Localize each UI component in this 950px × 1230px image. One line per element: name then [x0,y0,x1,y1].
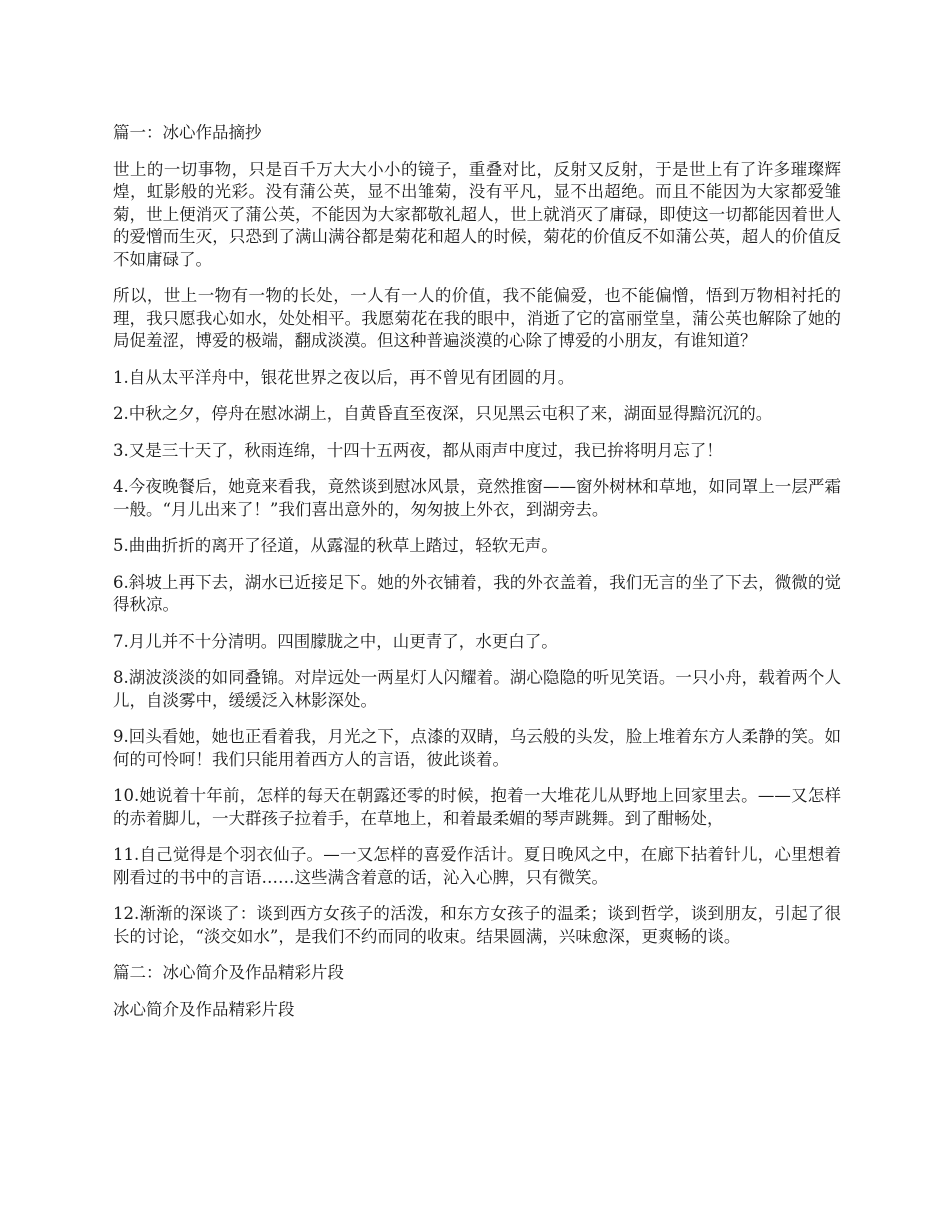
numbered-item-9: 9.回头看她，她也正看着我，月光之下，点漆的双睛，乌云般的头发，脸上堆着东方人柔静的笑。如何的可怜呵！我们只能用着西方人的言语，彼此谈着。 [113,727,841,769]
intro-paragraph-1: 世上的一切事物，只是百千万大大小小的镜子，重叠对比，反射又反射，于是世上有了许多璀璨辉煌，虹影般的光彩。没有蒲公英，显不出雏菊，没有平凡，显不出超绝。而且不能因为大家都爱雏菊，世上便消灭了蒲公英，不能因为大家都敬礼超人，世上就消灭了庸碌，即使这一切都能因着世人的爱憎而生灭，只恐到了满山满谷都是菊花和超人的时候，菊花的价值反不如蒲公英，超人的价值反不如庸碌了。 [113,159,841,269]
numbered-item-11: 11.自己觉得是个羽衣仙子。—一又怎样的喜爱作活计。夏日晚风之中，在廊下拈着针儿，心里想着刚看过的书中的言语……这些满含着意的话，沁入心脾，只有微笑。 [113,845,841,887]
numbered-item-4: 4.今夜晚餐后，她竟来看我，竟然谈到慰冰风景，竟然推窗——窗外树林和草地，如同罩上一层严霜一般。“月儿出来了！”我们喜出意外的，匆匆披上外衣，到湖旁去。 [113,477,841,519]
intro-paragraph-2: 所以，世上一物有一物的长处，一人有一人的价值，我不能偏爱，也不能偏憎，悟到万物相衬托的理，我只愿我心如水，处处相平。我愿菊花在我的眼中，消逝了它的富丽堂皇，蒲公英也解除了她的局促羞涩，博爱的极端，翻成淡漠。但这种普遍淡漠的心除了博爱的小朋友，有谁知道？ [113,286,841,350]
section-1-title: 篇一：冰心作品摘抄 [113,123,262,142]
numbered-item-10: 10.她说着十年前，怎样的每天在朝露还零的时候，抱着一大堆花儿从野地上回家里去。——又怎样的赤着脚儿，一大群孩子拉着手，在草地上，和着最柔媚的琴声跳舞。到了酣畅处， [113,786,841,828]
numbered-item-12: 12.渐渐的深谈了：谈到西方女孩子的活泼，和东方女孩子的温柔；谈到哲学，谈到朋友，引起了很长的讨论，“淡交如水”，是我们不约而同的收束。结果圆满，兴味愈深，更爽畅的谈。 [113,904,841,946]
document-page [113,122,841,1035]
numbered-item-1: 1.自从太平洋舟中，银花世界之夜以后，再不曾见有团圆的月。 [113,367,575,387]
numbered-item-8: 8.湖波淡淡的如同叠锦。对岸远处一两星灯人闪耀着。湖心隐隐的听见笑语。一只小舟，载着两个人儿，自淡雾中，缓缓泛入林影深处。 [113,668,841,710]
section-2-title: 篇二：冰心简介及作品精彩片段 [113,963,344,982]
numbered-item-5: 5.曲曲折折的离开了径道，从露湿的秋草上踏过，轻软无声。 [113,536,558,555]
numbered-item-3: 3.又是三十天了，秋雨连绵，十四十五两夜，都从雨声中度过，我已拚将明月忘了！ [113,440,723,460]
numbered-item-2: 2.中秋之夕，停舟在慰冰湖上，自黄昏直至夜深，只见黑云屯积了来，湖面显得黯沉沉的。 [113,404,773,423]
section-2-subtitle: 冰心简介及作品精彩片段 [113,999,295,1019]
numbered-item-7: 7.月儿并不十分清明。四围朦胧之中，山更青了，水更白了。 [113,631,558,651]
numbered-item-6: 6.斜坡上再下去，湖水已近接足下。她的外衣铺着，我的外衣盖着，我们无言的坐了下去，微微的觉得秋凉。 [113,572,841,614]
